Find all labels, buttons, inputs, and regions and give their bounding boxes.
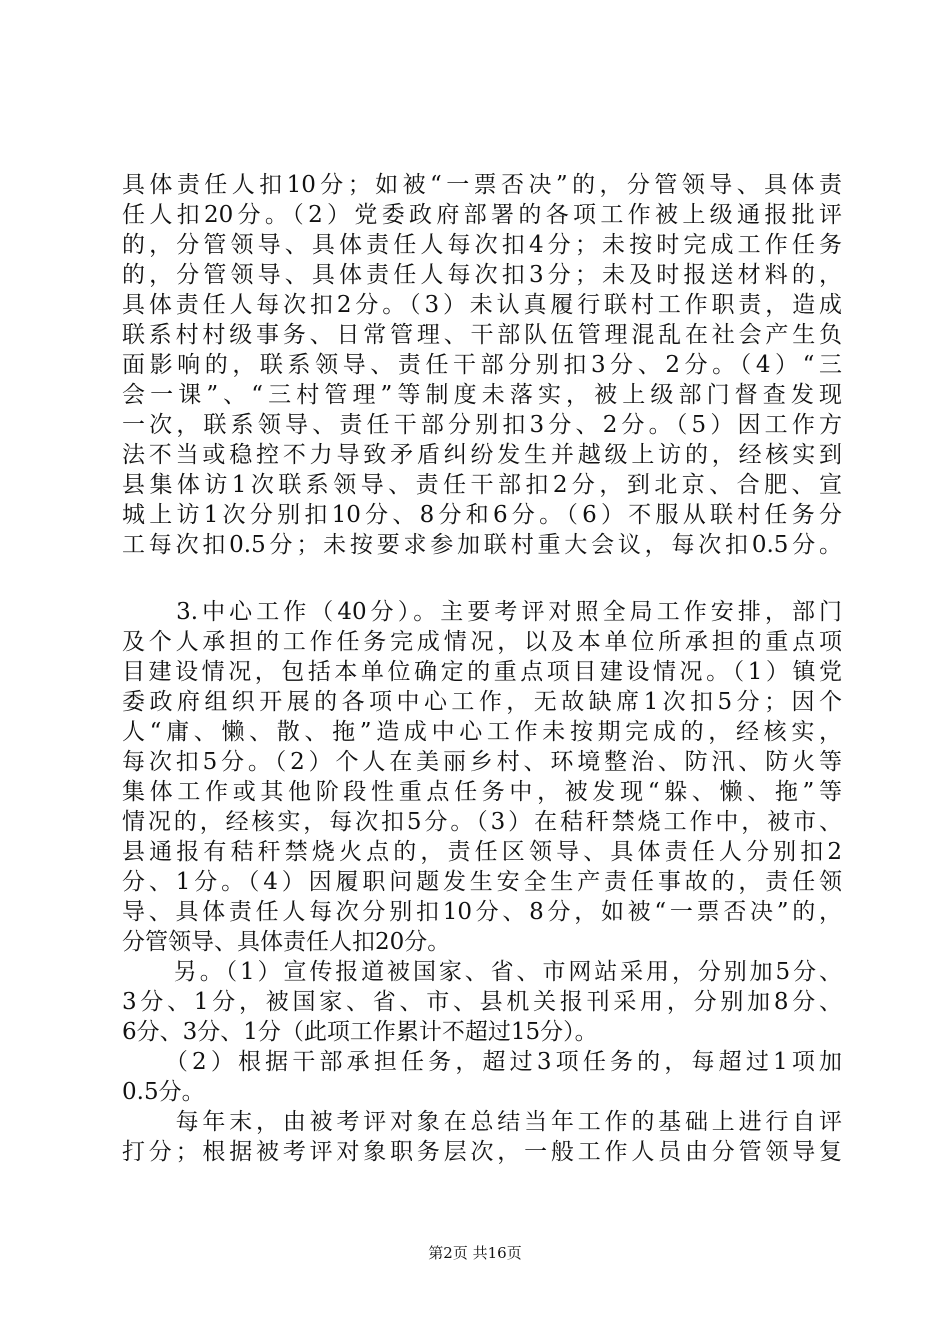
text-line: 城上访1次分别扣10分、8分和6分。（6）不服从联村任务分 xyxy=(122,502,842,528)
text-line: 另。（1）宣传报道被国家、省、市网站采用，分别加5分、 xyxy=(122,959,842,985)
text-line: （2）根据干部承担任务，超过3项任务的，每超过1项加 xyxy=(122,1049,842,1075)
text-line: 导、具体责任人每次分别扣10分、8分，如被“一票否决”的， xyxy=(122,899,842,925)
text-line: 集体工作或其他阶段性重点任务中，被发现“躲、懒、拖”等 xyxy=(122,779,842,805)
text-line: 县集体访1次联系领导、责任干部扣2分，到北京、合肥、宣 xyxy=(122,472,842,498)
text-line: 打分；根据被考评对象职务层次，一般工作人员由分管领导复 xyxy=(122,1139,842,1165)
text-line: 0.5分。 xyxy=(122,1079,205,1105)
text-line: 6分、3分、1分（此项工作累计不超过15分）。 xyxy=(122,1019,598,1045)
text-line: 法不当或稳控不力导致矛盾纠纷发生并越级上访的，经核实到 xyxy=(122,442,842,468)
text-line: 工每次扣0.5分；未按要求参加联村重大会议，每次扣0.5分。 xyxy=(122,532,842,558)
text-line: 及个人承担的工作任务完成情况，以及本单位所承担的重点项 xyxy=(122,629,842,655)
text-line: 每次扣5分。（2）个人在美丽乡村、环境整治、防汛、防火等 xyxy=(122,749,842,775)
page-number-footer: 第2页 共16页 xyxy=(428,1244,522,1262)
text-line: 委政府组织开展的各项中心工作，无故缺席1次扣5分；因个 xyxy=(122,689,842,715)
text-line: 分、1分。（4）因履职问题发生安全生产责任事故的，责任领 xyxy=(122,869,842,895)
text-line: 目建设情况，包括本单位确定的重点项目建设情况。（1）镇党 xyxy=(122,659,842,685)
text-line: 任人扣20分。（2）党委政府部署的各项工作被上级通报批评 xyxy=(122,202,842,228)
text-line: 具体责任人每次扣2分。（3）未认真履行联村工作职责，造成 xyxy=(122,292,842,318)
text-line: 的，分管领导、具体责任人每次扣4分；未按时完成工作任务 xyxy=(122,232,842,258)
text-line: 联系村村级事务、日常管理、干部队伍管理混乱在社会产生负 xyxy=(122,322,842,348)
text-line: 3分、1分，被国家、省、市、县机关报刊采用，分别加8分、 xyxy=(122,989,842,1015)
paragraph-block-2 xyxy=(122,597,842,1167)
text-line: 具体责任人扣10分；如被“一票否决”的，分管领导、具体责 xyxy=(122,172,842,198)
paragraph-block-1 xyxy=(122,170,842,560)
text-line: 的，分管领导、具体责任人每次扣3分；未及时报送材料的， xyxy=(122,262,842,288)
text-line: 每年末，由被考评对象在总结当年工作的基础上进行自评 xyxy=(122,1109,842,1135)
text-line: 情况的，经核实，每次扣5分。（3）在秸秆禁烧工作中，被市、 xyxy=(122,809,842,835)
text-line: 一次，联系领导、责任干部分别扣3分、2分。（5）因工作方 xyxy=(122,412,842,438)
text-line: 3.中心工作（40分）。主要考评对照全局工作安排，部门 xyxy=(122,599,842,625)
text-line: 人“庸、懒、散、拖”造成中心工作未按期完成的，经核实， xyxy=(122,719,842,745)
text-line: 县通报有秸秆禁烧火点的，责任区领导、具体责任人分别扣2 xyxy=(122,839,842,865)
text-line: 面影响的，联系领导、责任干部分别扣3分、2分。（4）“三 xyxy=(122,352,842,378)
text-line: 分管领导、具体责任人扣20分。 xyxy=(122,929,451,955)
text-line: 会一课”、“三村管理”等制度未落实，被上级部门督查发现 xyxy=(122,382,842,408)
